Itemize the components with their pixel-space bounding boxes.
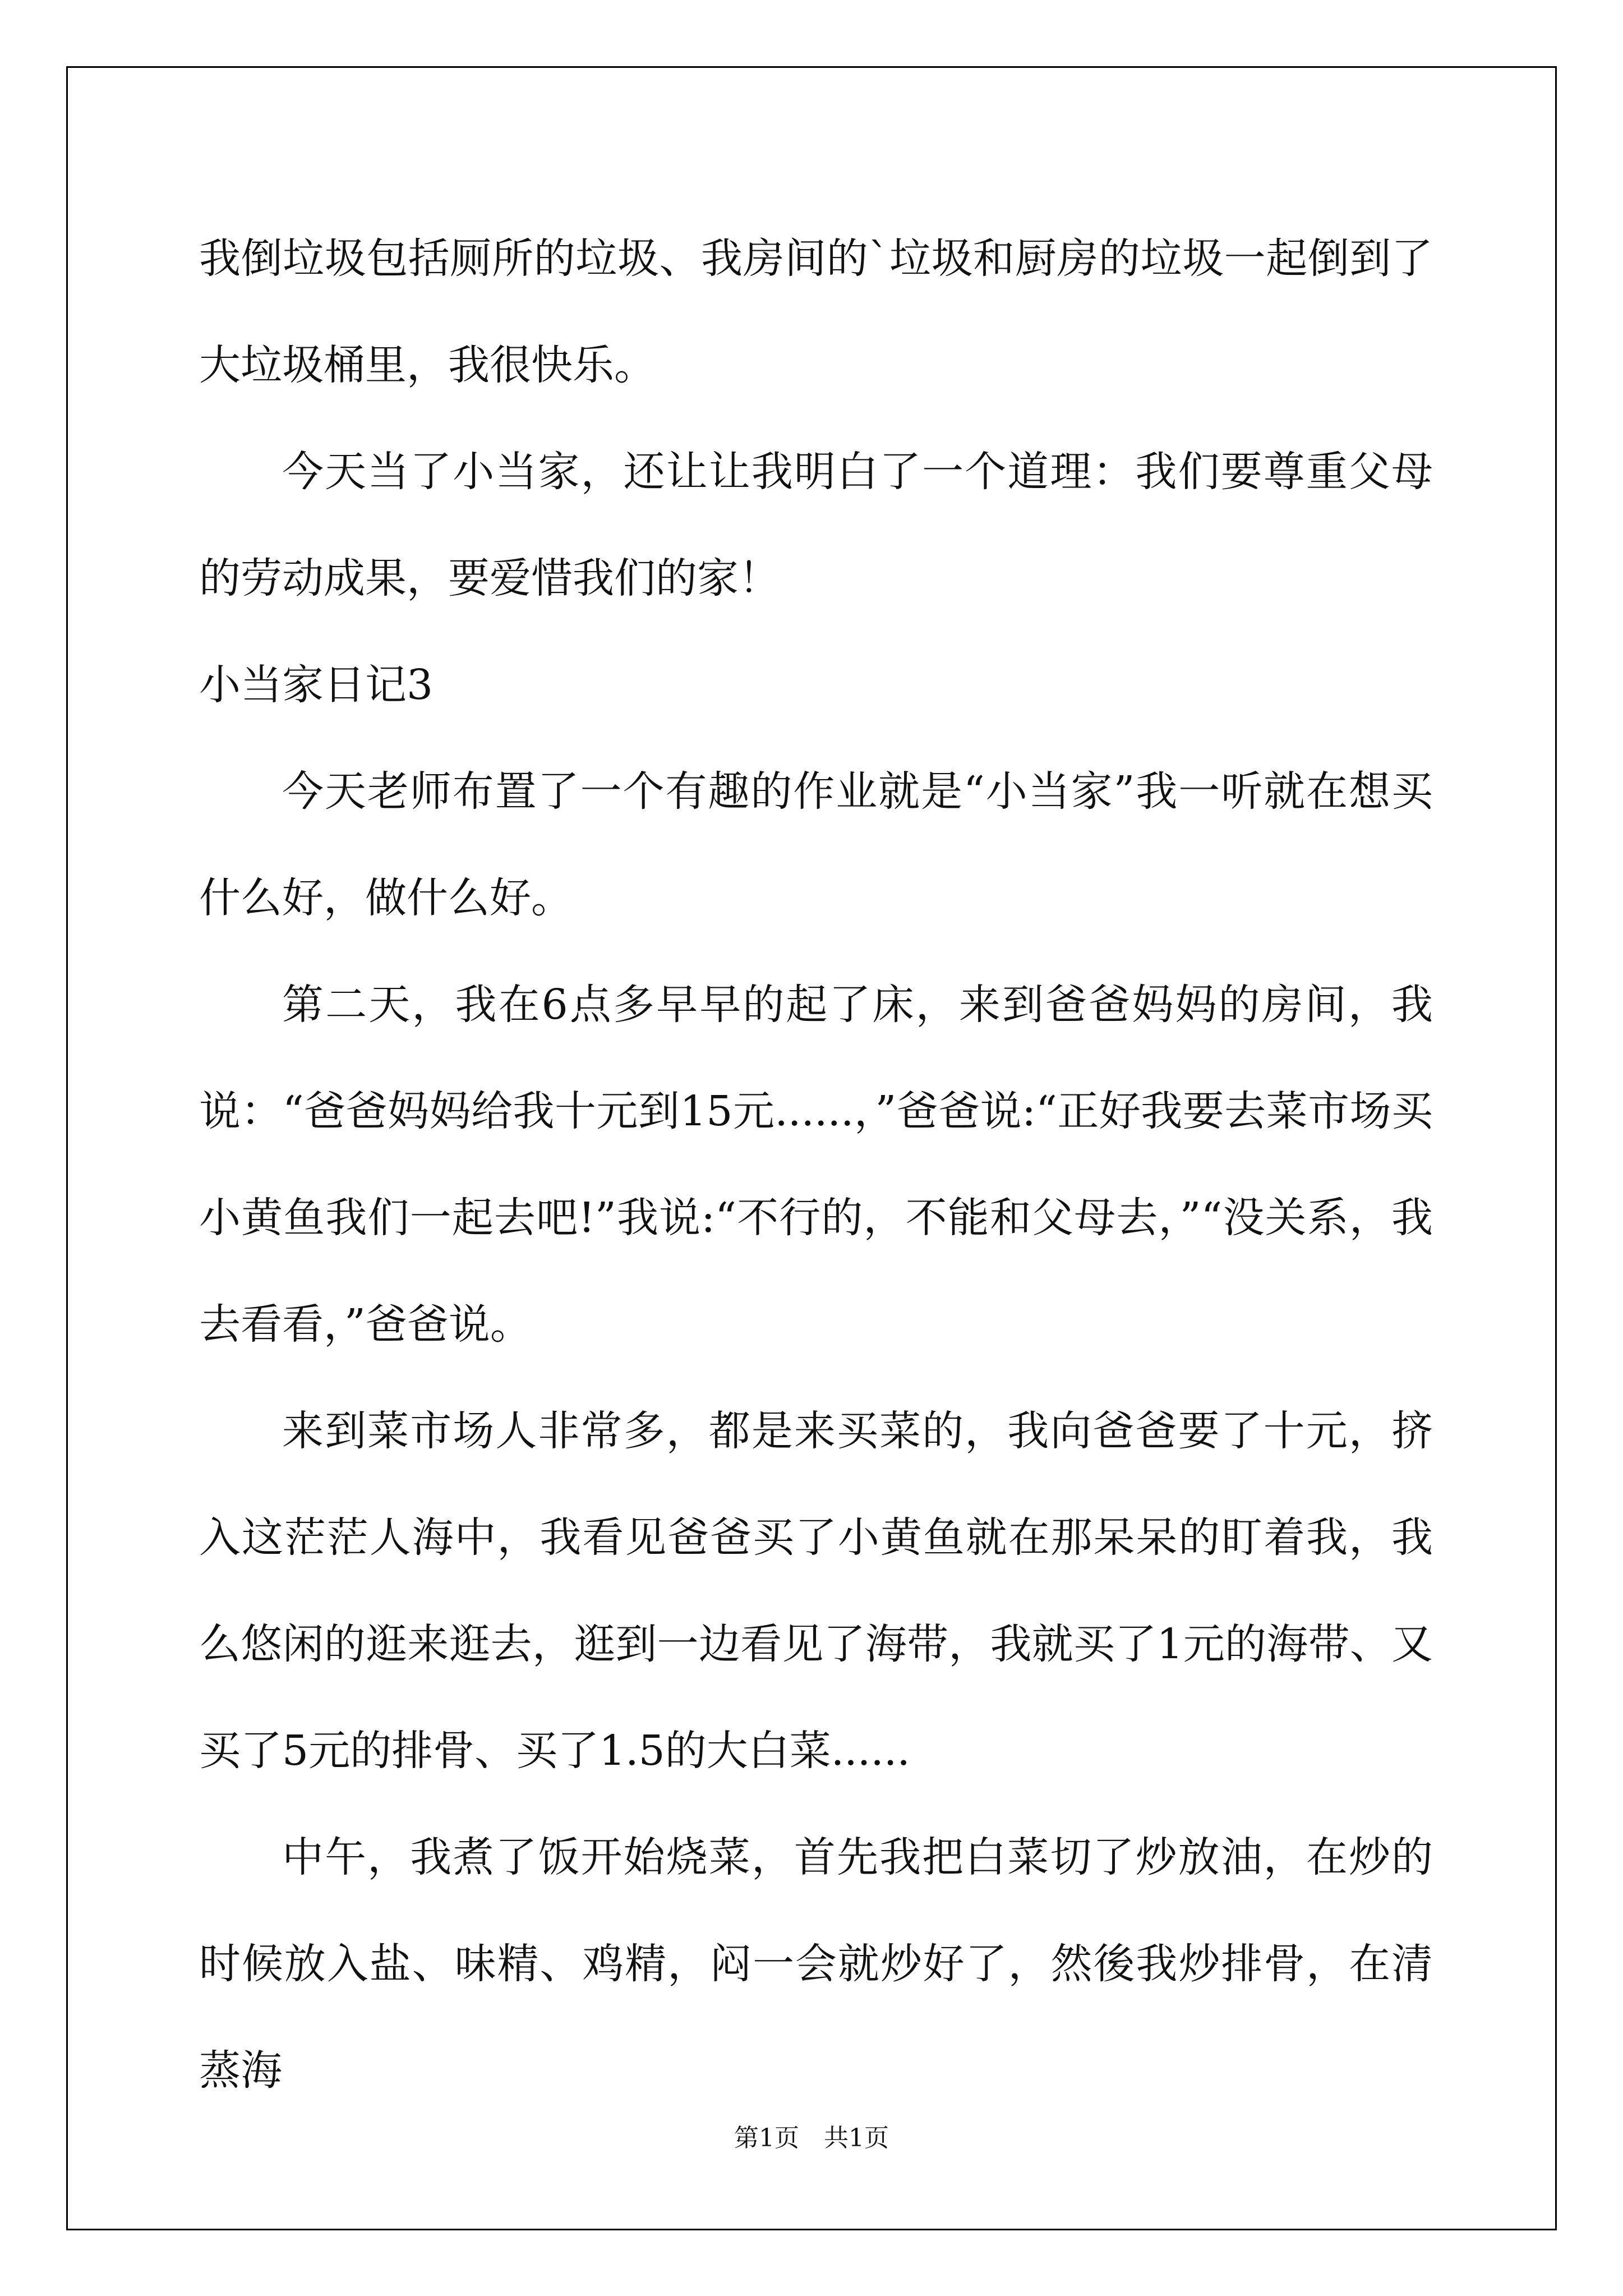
paragraph-5: 来到菜市场人非常多，都是来买菜的，我向爸爸要了十元，挤入这茫茫人海中，我看见爸爸买了小黄鱼就在那呆呆的盯着我，我么悠闲的逛来逛去，逛到一边看见了海带，我就买了1元的海带、又买了5元的排骨、买了1.5的大白菜...... (199, 1407, 1433, 1775)
section-heading: 小当家日记3 (199, 661, 434, 709)
paragraph-3: 今天老师布置了一个有趣的作业就是“小当家”我一听就在想买什么好，做什么好。 (199, 767, 1433, 922)
document-body (199, 205, 1433, 2124)
paragraph-4: 第二天，我在6点多早早的起了床，来到爸爸妈妈的房间，我说：“爸爸妈妈给我十元到15元......，”爸爸说:“正好我要去菜市场买小黄鱼我们一起去吧!”我说:“不行的，不能和父母去，”“没关系，我去看看，”爸爸说。 (199, 981, 1433, 1349)
page-footer: 第1页 共1页 (734, 2124, 889, 2152)
paragraph-6: 中午，我煮了饭开始烧菜，首先我把白菜切了炒放油，在炒的时候放入盐、味精、鸡精，闷一会就炒好了，然後我炒排骨，在清蒸海 (199, 1833, 1433, 2095)
paragraph-2: 今天当了小当家，还让让我明白了一个道理：我们要尊重父母的劳动成果，要爱惜我们的家！ (199, 448, 1433, 602)
paragraph-1: 我倒垃圾包括厕所的垃圾、我房间的`垃圾和厨房的垃圾一起倒到了大垃圾桶里，我很快乐。 (199, 234, 1433, 389)
